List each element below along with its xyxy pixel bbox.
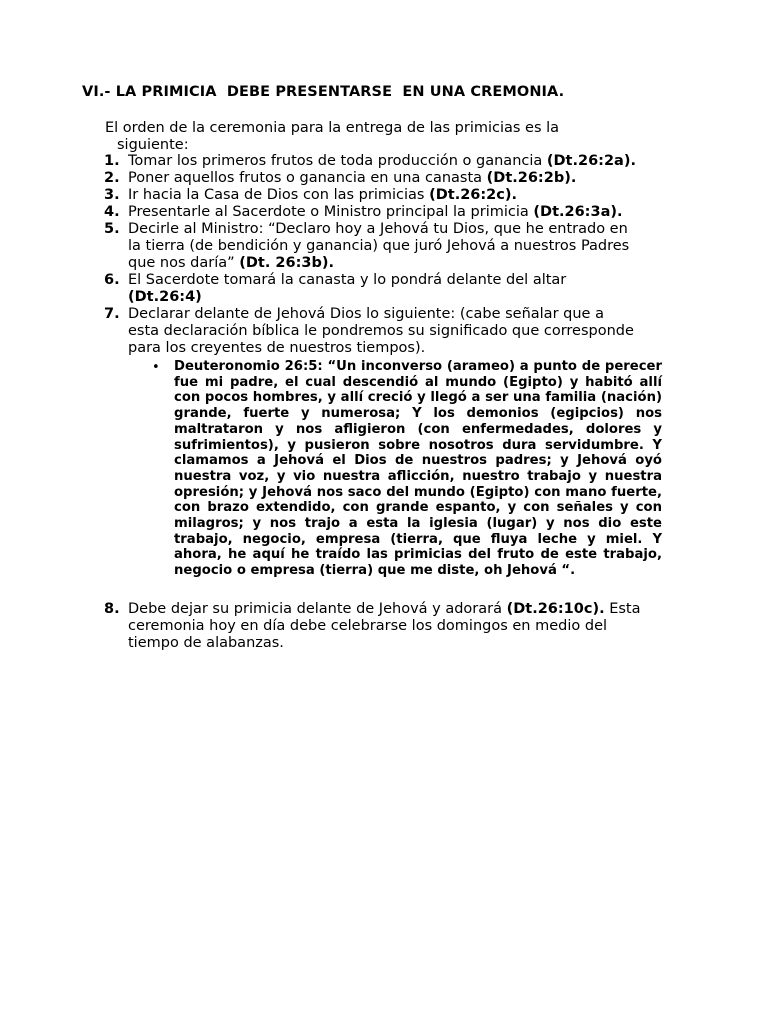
list-item bbox=[104, 187, 694, 204]
ceremony-steps-list bbox=[104, 153, 694, 652]
item-text-line-1a: Debe dejar su primicia delante de Jehová y adorará bbox=[128, 600, 507, 617]
list-item bbox=[104, 204, 694, 221]
item-number: 2. bbox=[104, 170, 120, 186]
item-text-line-3: que nos daría” bbox=[128, 255, 240, 271]
bible-reference: (Dt.26:2c). bbox=[429, 187, 517, 203]
list-item bbox=[104, 221, 694, 272]
item-text-line-2: la tierra (de bendición y ganancia) que juró Jehová a nuestros Padres bbox=[128, 238, 630, 254]
list-item bbox=[104, 170, 694, 187]
item-text-line-3: para los creyentes de nuestros tiempos). bbox=[128, 340, 426, 356]
bible-reference: (Dt.26:2b). bbox=[486, 170, 577, 186]
item-number: 6. bbox=[104, 272, 120, 288]
item-number: 4. bbox=[104, 204, 120, 220]
bible-reference: (Dt. 26:3b). bbox=[239, 255, 334, 271]
intro-paragraph bbox=[105, 120, 665, 154]
item-text-line-2: ceremonia hoy en día debe celebrarse los domingos en medio del bbox=[128, 617, 608, 634]
item-text: Ir hacia la Casa de Dios con las primicias bbox=[128, 187, 430, 203]
item-text: Presentarle al Sacerdote o Ministro principal la primicia bbox=[128, 204, 534, 220]
item-text-line-1: Decirle al Ministro: “Declaro hoy a Jehová tu Dios, que he entrado en bbox=[128, 221, 628, 237]
scripture-quote: Deuteronomio 26:5: “Un inconverso (arameo) a punto de perecer fue mi padre, el cual descendió al mundo (Egipto) y habitó allí con pocos hombres, y allí creció y llegó a ser una familia (nación) grande, fuerte y numerosa; Y los demonios (egipcios) nos maltrataron y nos afligieron (con enfermedades, dolores y sufrimientos), y pusieron sobre nosotros dura servidumbre. Y clamamos a Jehová el Dios de nuestros padres; y Jehová oyó nuestra voz, y vio nuestra aflicción, nuestro trabajo y nuestra opresión; y Jehová nos saco del mundo (Egipto) con mano fuerte, con brazo extendido, con grande espanto, y con señales y con milagros; y nos trajo a esta la iglesia (lugar) y nos dio este trabajo, negocio, empresa (tierra, que fluya leche y miel. Y ahora, he aquí he traído las primicias del fruto de este trabajo, negocio o empresa (tierra) que me diste, oh Jehová “. bbox=[174, 359, 662, 579]
item-text-line-3: tiempo de alabanzas. bbox=[128, 634, 284, 651]
intro-line-2: siguiente: bbox=[117, 137, 189, 153]
bible-reference: (Dt.26:4) bbox=[128, 289, 202, 305]
bible-reference: (Dt.26:10c). bbox=[506, 600, 605, 617]
list-item bbox=[104, 272, 694, 306]
bible-reference: (Dt.26:2a). bbox=[546, 153, 636, 169]
bullet-marker: • bbox=[152, 360, 160, 375]
item-number: 3. bbox=[104, 187, 120, 203]
item-text-line-2: esta declaración bíblica le pondremos su significado que corresponde bbox=[128, 323, 634, 339]
list-item bbox=[104, 601, 694, 652]
list-item bbox=[104, 153, 694, 170]
item-number: 1. bbox=[104, 153, 120, 169]
item-number: 5. bbox=[104, 221, 120, 237]
section-heading: VI.- LA PRIMICIA DEBE PRESENTARSE EN UNA CREMONIA. bbox=[82, 84, 565, 100]
intro-line-1: El orden de la ceremonia para la entrega de las primicias es la bbox=[105, 120, 560, 136]
item-text: Tomar los primeros frutos de toda producción o ganancia bbox=[128, 153, 547, 169]
item-text: Poner aquellos frutos o ganancia en una canasta bbox=[128, 170, 487, 186]
list-item bbox=[104, 306, 694, 579]
item-text-line-1: Declarar delante de Jehová Dios lo siguiente: (cabe señalar que a bbox=[128, 306, 604, 322]
item-number: 7. bbox=[104, 306, 120, 322]
item-text-line-1b: Esta bbox=[604, 600, 641, 617]
item-number: 8. bbox=[104, 600, 120, 617]
item-text: El Sacerdote tomará la canasta y lo pondrá delante del altar bbox=[128, 272, 567, 288]
bible-reference: (Dt.26:3a). bbox=[533, 204, 623, 220]
scripture-quote-block bbox=[150, 359, 662, 579]
